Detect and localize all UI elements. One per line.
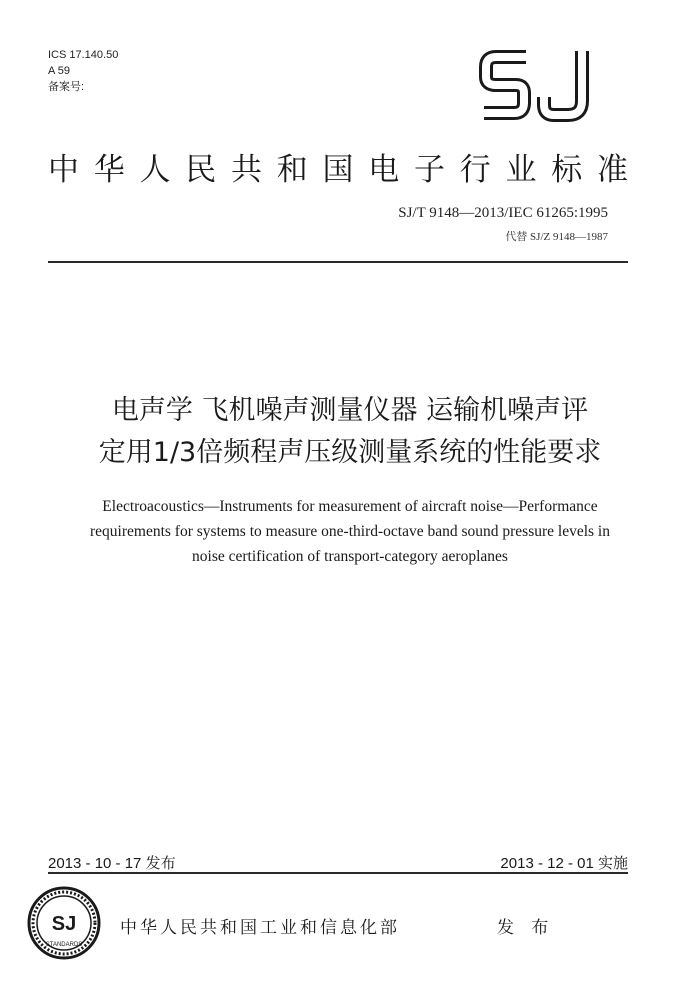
chinese-title-line-2: 定用1/3倍频程声压级测量系统的性能要求 <box>98 437 602 468</box>
chinese-title <box>0 390 700 474</box>
english-title-line-2: requirements for systems to measure one-third-octave band sound pressure levels in <box>90 523 610 540</box>
seal-letters: SJ <box>51 913 77 935</box>
chinese-title-line-1: 电声学 飞机噪声测量仪器 运输机噪声评 <box>111 395 589 426</box>
organization-title-char: 电 <box>368 152 400 188</box>
filing-number-label: 备案号: <box>48 81 85 93</box>
classification-block <box>48 47 118 95</box>
english-title-line-3: noise certification of transport-category aeroplanes <box>192 548 508 565</box>
english-title <box>0 494 700 569</box>
organization-title-char: 子 <box>414 152 445 188</box>
footer-divider <box>48 872 628 874</box>
organization-title <box>48 144 628 189</box>
ministry-seal-icon <box>27 886 101 960</box>
english-title-line-1: Electroacoustics—Instruments for measurement of aircraft noise—Performance <box>102 498 598 515</box>
organization-title-char: 共 <box>231 152 262 188</box>
standard-code: SJ/T 9148—2013/IEC 61265:1995 <box>398 205 608 221</box>
organization-title-char: 准 <box>597 152 628 188</box>
organization-title-char: 国 <box>322 152 354 188</box>
issue-date: 2013 - 10 - 17 发布 <box>48 855 176 872</box>
organization-title-char: 业 <box>505 152 537 188</box>
organization-title-char: 华 <box>93 152 125 188</box>
issuing-authority: 中华人民共和国工业和信息化部 <box>120 918 400 938</box>
organization-title-char: 和 <box>276 152 308 188</box>
implementation-date: 2013 - 12 - 01 实施 <box>500 855 628 872</box>
ccs-code: A 59 <box>48 65 71 77</box>
organization-title-char: 中 <box>48 152 79 188</box>
publish-label: 发 布 <box>497 918 555 938</box>
replaced-standard: 代替 SJ/Z 9148—1987 <box>505 231 608 243</box>
sj-logo <box>478 45 598 125</box>
organization-title-char: 民 <box>185 152 217 188</box>
header-divider <box>48 261 628 263</box>
organization-title-char: 人 <box>139 152 171 188</box>
organization-title-char: 行 <box>459 152 491 188</box>
seal-ring-text: STANDARDS <box>45 942 83 948</box>
organization-title-char: 标 <box>551 152 583 188</box>
ics-code: ICS 17.140.50 <box>48 49 119 61</box>
